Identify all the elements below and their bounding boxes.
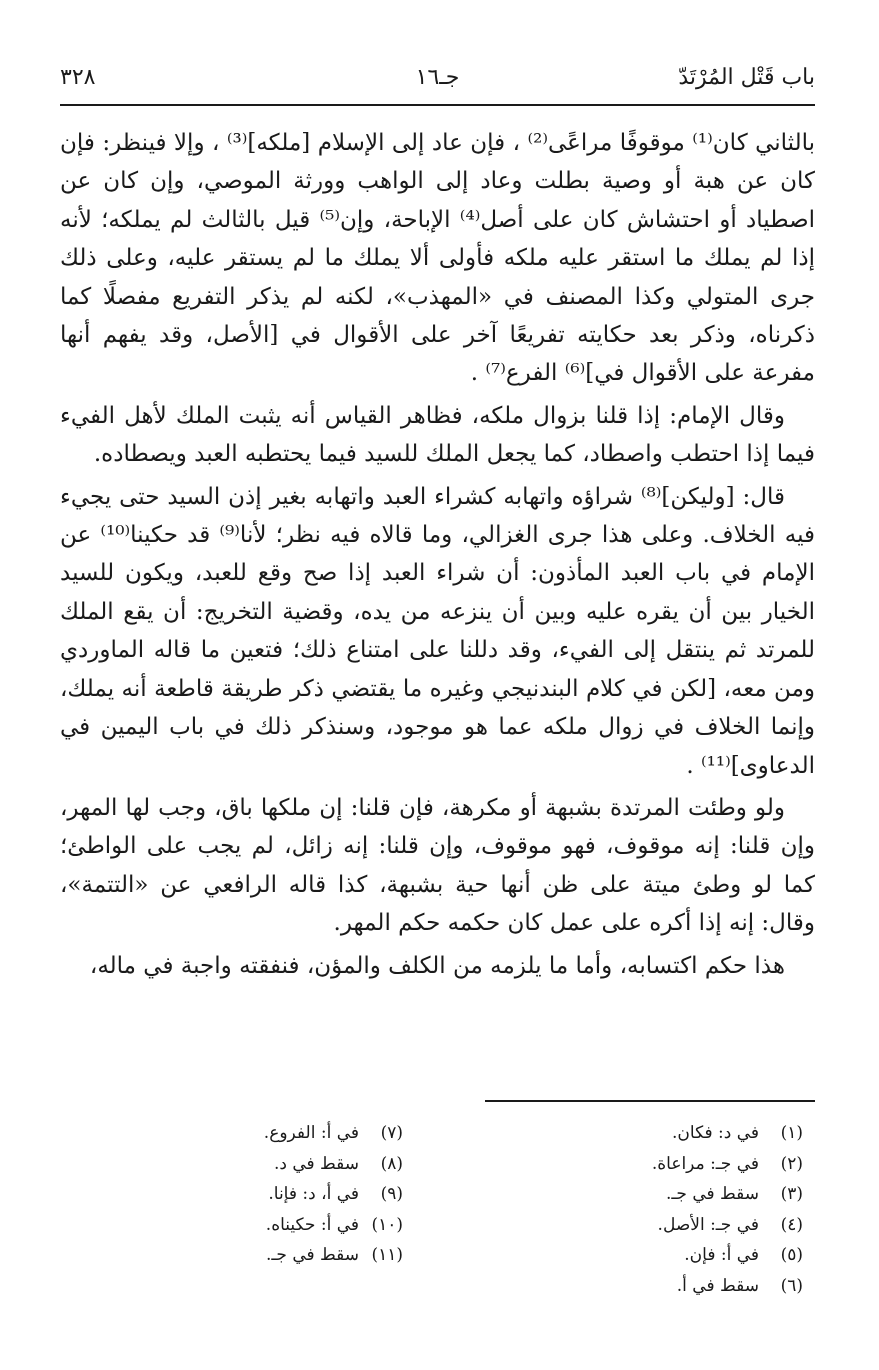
footnote-separator	[485, 1100, 815, 1102]
footnote-number: (٢)	[780, 1153, 803, 1174]
footnote-text: في د: فكان.	[672, 1123, 759, 1143]
header-rule	[60, 104, 815, 106]
footnote-text: سقط في جـ.	[266, 1245, 359, 1265]
footnote-number: (٨)	[380, 1153, 403, 1174]
footnote-text: في جـ: مراعاة.	[651, 1153, 759, 1174]
footnote-number: (٣)	[780, 1184, 803, 1204]
footnote	[43, 1210, 403, 1241]
footnote	[43, 1240, 403, 1271]
footnotes-right-column	[443, 1118, 803, 1301]
footnote	[43, 1118, 403, 1149]
footnote-text: سقط في جـ.	[666, 1184, 759, 1204]
footnote-text: سقط في أ.	[676, 1275, 759, 1296]
footnote	[43, 1179, 403, 1210]
paragraph: وقال الإمام: إذا قلنا بزوال ملكه، فظاهر القياس أنه يثبت الملك لأهل الفيء فيما إذا احتطب واصطاد، كما يجعل الملك للسيد فيما يحتطبه العبد ويصطاده.	[60, 402, 815, 468]
page-number: ٣٢٨	[60, 65, 96, 90]
footnote-text: سقط في د.	[273, 1153, 359, 1174]
footnote-number: (١٠)	[371, 1214, 403, 1235]
footnote-text: في جـ: الأصل.	[657, 1214, 759, 1235]
paragraph: بالثاني كان⁽¹⁾ موقوفًا مراعًى⁽²⁾ ، فإن عاد إلى الإسلام [ملكه]⁽³⁾ ، وإلا فينظر: فإن كان عن هبة أو وصية بطلت وعاد إلى الواهب وورثة الموصي، وإن كان عن اصطياد أو احتشاش كان على أصل⁽⁴⁾ الإباحة، وإن⁽⁵⁾ قيل بالثالث لم يملكه؛ لأنه إذا لم يملك ما استقر عليه ملكه فأولى ألا يملك ما لم يستقر عليه، وعلى ذلك جرى المتولي وكذا المصنف في «المهذب»، لكنه لم يذكر التفريع مفصلًا كما ذكرناه، وذكر بعد حكايته تفريعًا آخر على الأقوال في [الأصل، وقد يفهم أنها مفرعة على الأقوال في]⁽⁶⁾ الفرع⁽⁷⁾ .	[60, 130, 816, 387]
footnote	[443, 1118, 803, 1149]
footnote	[43, 1149, 403, 1180]
footnote	[443, 1271, 803, 1302]
footnote-text: في أ: الفروع.	[263, 1123, 359, 1143]
page-header	[60, 58, 815, 98]
footnote-text: في أ: فإن.	[684, 1245, 759, 1265]
footnote	[443, 1179, 803, 1210]
footnote-number: (١)	[780, 1123, 803, 1143]
footnote	[443, 1149, 803, 1180]
paragraph: قال: [وليكن]⁽⁸⁾ شراؤه واتهابه كشراء العبد واتهابه بغير إذن السيد حتى يجيء فيه الخلاف. وعلى هذا جرى الغزالي، وما قالاه فيه نظر؛ لأنا⁽⁹⁾ قد حكينا⁽¹⁰⁾ عن الإمام في باب العبد المأذون: أن شراء العبد إذا صح وقع للعبد، ويكون للسيد الخيار بين أن يقره عليه وبين أن ينزعه من يده، وقضية التخريج: أن يقع الملك للمرتد ثم ينتقل إلى الفيء، وقد دللنا على امتناع ذلك؛ فتعين ما قاله الماوردي ومن معه، [لكن في كلام البندنيجي وغيره ما يقتضي ذكر طريقة قاطعة أنه يملك، وإنما الخلاف في زوال ملكه عما هو موجود، وسنذكر ذلك في باب اليمين في الدعاوى]⁽¹¹⁾ .	[60, 483, 816, 779]
volume-label: جـ١٦	[415, 65, 460, 90]
paragraph: هذا حكم اكتسابه، وأما ما يلزمه من الكلف والمؤن، فنفقته واجبة في ماله،	[89, 952, 785, 979]
footnote-number: (٤)	[780, 1214, 803, 1235]
footnote	[443, 1210, 803, 1241]
footnotes-left-column	[43, 1118, 403, 1271]
footnote-number: (٥)	[780, 1245, 803, 1265]
footnote-number: (١١)	[371, 1245, 403, 1265]
footnote-text: في أ: حكيناه.	[265, 1214, 359, 1235]
main-text	[60, 124, 815, 985]
footnote-text: في أ، د: فإنا.	[268, 1184, 359, 1204]
footnote-number: (٧)	[380, 1123, 403, 1143]
footnote-number: (٩)	[380, 1184, 403, 1204]
book-page	[60, 58, 816, 1296]
footnote-number: (٦)	[780, 1275, 803, 1296]
footnote	[443, 1240, 803, 1271]
paragraph: ولو وطئت المرتدة بشبهة أو مكرهة، فإن قلنا: إن ملكها باق، وجب لها المهر، وإن قلنا: إنه موقوف، فهو موقوف، وإن قلنا: إنه زائل، لم يجب على الواطئ؛ كما لو وطئ ميتة على ظن أنها حية بشبهة، كذا قاله الرافعي عن «التتمة»، وقال: إنه إذا أكره على عمل كان حكمه حكم المهر.	[60, 794, 815, 937]
chapter-title: باب قَتْل المُرْتَدّ	[678, 65, 815, 90]
